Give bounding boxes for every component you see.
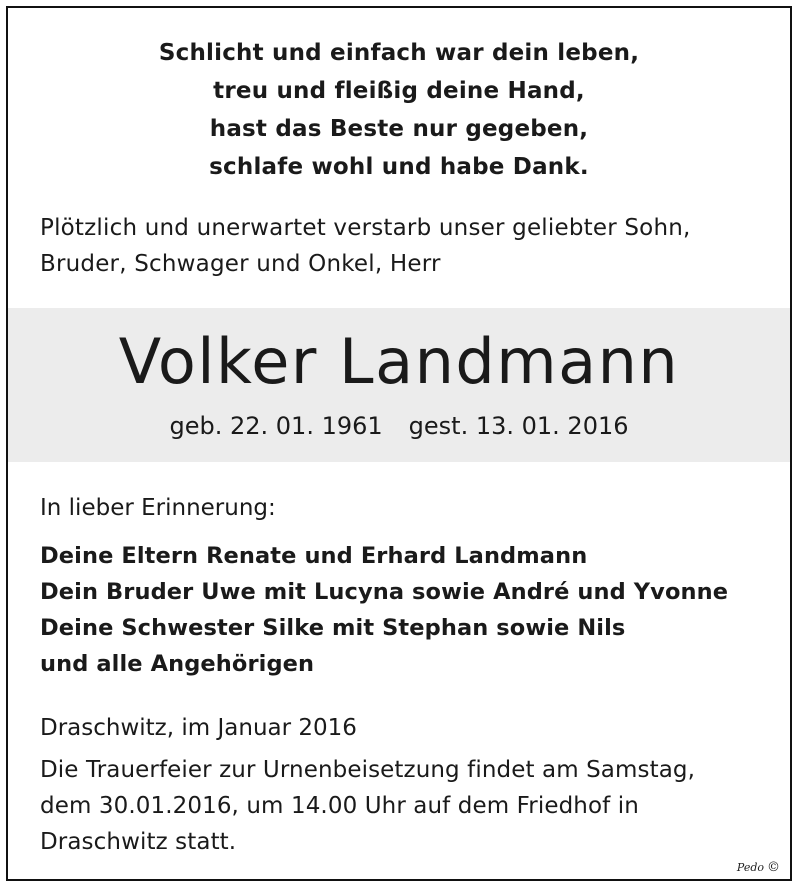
birth-date: geb. 22. 01. 1961	[169, 412, 383, 440]
life-dates	[8, 408, 790, 444]
designer-signature	[737, 860, 780, 875]
poem-line: hast das Beste nur gegeben,	[209, 116, 589, 142]
poem-line: schlafe wohl und habe Dank.	[209, 154, 589, 180]
ceremony-line: dem 30.01.2016, um 14.00 Uhr auf dem Friedhof in	[40, 793, 639, 819]
ceremony-line: Draschwitz statt.	[40, 829, 237, 855]
poem-line: treu und fleißig deine Hand,	[213, 78, 585, 104]
copyright-icon: ©	[767, 860, 780, 875]
deceased-name: Volker Landmann	[118, 325, 680, 398]
ceremony-line: Die Trauerfeier zur Urnenbeisetzung findet am Samstag,	[40, 757, 696, 783]
intro-line: Bruder, Schwager und Onkel, Herr	[40, 251, 441, 277]
family-line: Deine Schwester Silke mit Stephan sowie Nils	[40, 615, 626, 641]
ceremony-notice	[40, 752, 758, 860]
intro-text	[40, 210, 691, 282]
name-band	[8, 308, 790, 462]
poem-line: Schlicht und einfach war dein leben,	[158, 40, 640, 66]
poem	[8, 34, 790, 186]
signature-text: Pedo	[736, 861, 764, 874]
obituary-notice	[6, 6, 792, 881]
family-line: Deine Eltern Renate und Erhard Landmann	[40, 543, 588, 569]
remembrance-heading: In lieber Erinnerung:	[40, 495, 276, 521]
family-line: Dein Bruder Uwe mit Lucyna sowie André und Yvonne	[40, 579, 729, 605]
death-date: gest. 13. 01. 2016	[408, 412, 629, 440]
intro-line: Plötzlich und unerwartet verstarb unser geliebter Sohn,	[40, 215, 691, 241]
family-line: und alle Angehörigen	[40, 651, 315, 677]
family-list	[40, 538, 728, 682]
place-date: Draschwitz, im Januar 2016	[40, 715, 357, 741]
